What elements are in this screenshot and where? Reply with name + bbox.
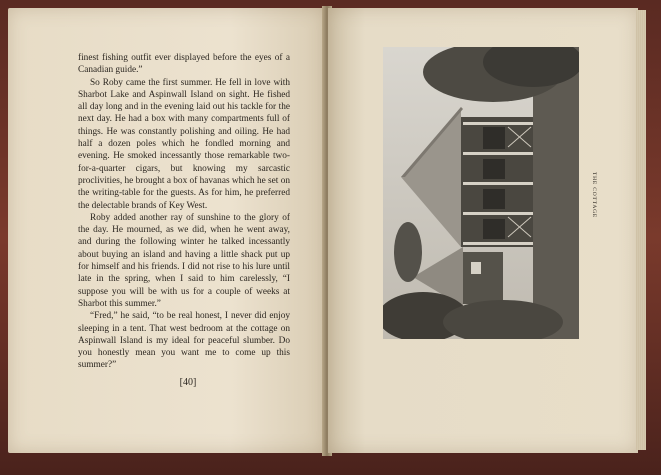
paragraph: Roby added another ray of sunshine to the glory of the day. He mourned, as we did, when he went away, and during the following winter he talked incessantly about buying an island and having a little shack put up for himself and his friends. I did not rise to his lure until late in the spring, when I said to him carelessly, “I suppose you will be with us for a couple of weeks at Sharbot this summer.”	[78, 212, 290, 309]
page-edges	[636, 10, 646, 450]
paragraph: So Roby came the first summer. He fell in love with Sharbot Lake and Aspinwall Island on sight. He fished all day long and in the evening laid out his tackle for the next day. He had a box with many compartments full of things. He was constantly polishing and oiling. He had half a dozen poles which he fondled morning and evening. He smoked incessantly those remarkable two-for-a-quarter cigars, but knowing my sarcastic proclivities, he brought a box of havanas which he set on the writing-table for the guests. As for him, he preferred the delectable brands of Key West.	[78, 77, 290, 211]
body-text	[78, 52, 290, 372]
paragraph: “Fred,” he said, “to be real honest, I never did enjoy sleeping in a tent. That west bedroom at the cottage on Aspinwall Island is my ideal for peaceful slumber. Do you honestly mean you want me to come up this summer?”	[78, 311, 290, 371]
paragraph: finest fishing outfit ever displayed before the eyes of a Canadian guide.”	[78, 53, 290, 76]
page-number: [40]	[179, 377, 197, 388]
cottage-illustration	[383, 47, 579, 339]
photo-caption: THE COTTAGE	[591, 171, 597, 219]
left-page	[8, 8, 326, 453]
cottage-photograph	[383, 47, 579, 339]
